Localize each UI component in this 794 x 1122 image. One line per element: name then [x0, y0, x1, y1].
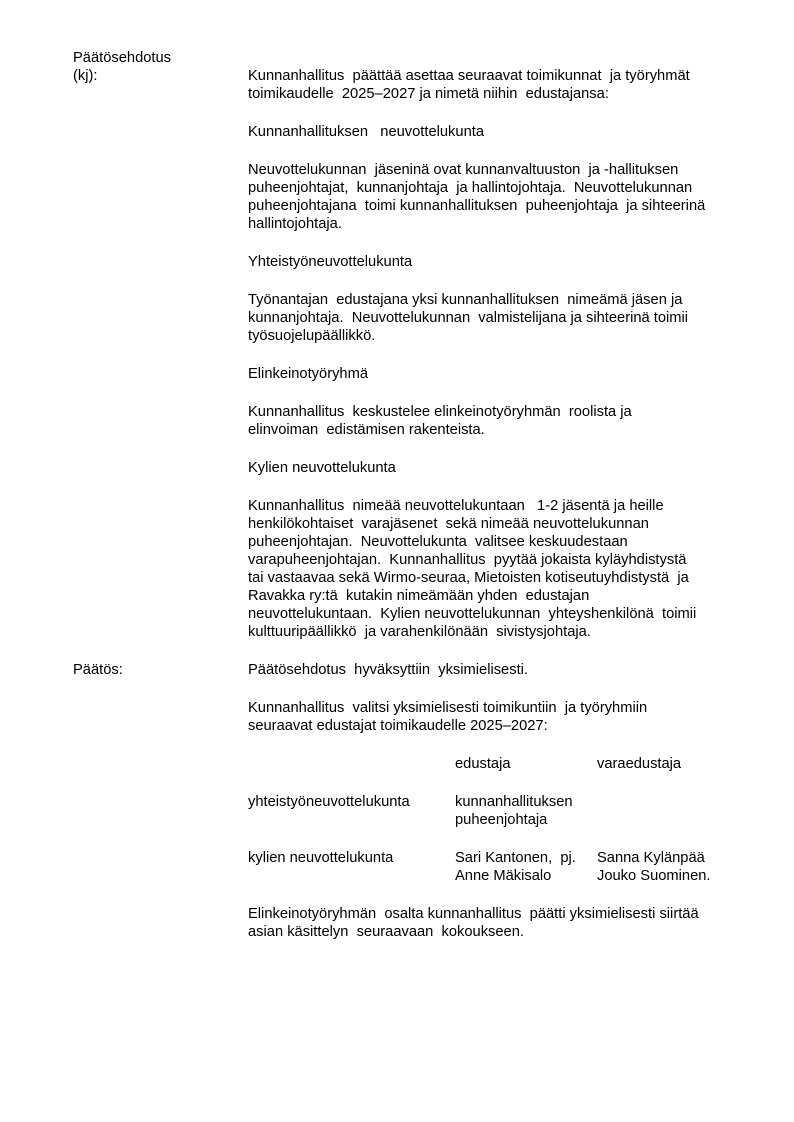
text-line: Kylien neuvottelukunta — [248, 460, 396, 476]
table-row-yhteistyoneuvottelukunta — [248, 793, 758, 829]
text-line: Kunnanhallitus valitsi yksimielisesti toimikuntiin ja työryhmiin — [248, 700, 648, 716]
paatosehdotus-body — [248, 67, 758, 661]
paragraph — [248, 365, 758, 383]
paragraph — [248, 459, 758, 477]
cell-edustaja — [455, 793, 597, 829]
text-line: Elinkeinotyöryhmän osalta kunnanhallitus päätti yksimielisesti siirtää — [248, 906, 699, 922]
text-line: Päätösehdotus hyväksyttiin yksimielisesti. — [248, 662, 528, 678]
text-line: Yhteistyöneuvottelukunta — [248, 254, 413, 270]
text-line: seuraavat edustajat toimikaudelle 2025–2027: — [248, 718, 548, 734]
paragraph — [248, 661, 758, 679]
cell-edustaja — [455, 849, 597, 885]
representatives-table — [248, 755, 758, 885]
text-line: elinvoiman edistämisen rakenteista. — [248, 422, 485, 438]
cell-varaedustaja — [597, 793, 758, 829]
label-column — [73, 661, 248, 679]
cell-varaedustaja — [597, 849, 758, 885]
text-line: Sanna Kylänpää — [597, 850, 705, 866]
text-line: asian käsittelyn seuraavaan kokoukseen. — [248, 924, 524, 940]
paragraph — [248, 161, 758, 233]
text-line: varapuheenjohtajan. Kunnanhallitus pyytää jokaista kyläyhdistystä — [248, 552, 687, 568]
label-kj: (kj): — [73, 68, 98, 84]
paatos-body — [248, 661, 758, 961]
text-line: kulttuuripäällikkö ja varahenkilönään sivistysjohtaja. — [248, 624, 591, 640]
text-line: Työnantajan edustajana yksi kunnanhallituksen nimeämä jäsen ja — [248, 292, 683, 308]
paragraph — [248, 291, 758, 345]
section-paatos — [73, 661, 758, 961]
paragraph — [248, 497, 758, 641]
paatos-paragraphs — [248, 661, 758, 735]
table-header-edustaja: edustaja — [455, 756, 511, 772]
label-paatosehdotus: Päätösehdotus — [73, 50, 171, 66]
text-line: kunnanhallituksen — [455, 794, 573, 810]
text-line: hallintojohtaja. — [248, 216, 342, 232]
text-line: Kunnanhallituksen neuvottelukunta — [248, 124, 484, 140]
text-line: tai vastaavaa sekä Wirmo-seuraa, Mietoisten kotiseutuyhdistystä ja — [248, 570, 689, 586]
closing-paragraph — [248, 905, 758, 941]
text-line: Neuvottelukunnan jäseninä ovat kunnanvaltuuston ja -hallituksen — [248, 162, 679, 178]
text-line: työsuojelupäällikkö. — [248, 328, 376, 344]
text-line: puheenjohtajan. Neuvottelukunta valitsee keskuudestaan — [248, 534, 628, 550]
paragraph — [248, 253, 758, 271]
cell-committee: yhteistyöneuvottelukunta — [248, 794, 410, 810]
text-line: puheenjohtaja — [455, 812, 548, 828]
text-line: Kunnanhallitus nimeää neuvottelukuntaan 1-2 jäsentä ja heille — [248, 498, 664, 514]
text-line: puheenjohtajana toimi kunnanhallituksen puheenjohtaja ja sihteerinä — [248, 198, 706, 214]
text-line: kunnanjohtaja. Neuvottelukunnan valmistelijana ja sihteerinä toimii — [248, 310, 689, 326]
table-header-row — [248, 755, 758, 773]
text-line: Ravakka ry:tä kutakin nimeämään yhden edustajan — [248, 588, 590, 604]
text-line: henkilökohtaiset varajäsenet sekä nimeää neuvottelukunnan — [248, 516, 649, 532]
table-row-kylien-neuvottelukunta — [248, 849, 758, 885]
text-line: puheenjohtajat, kunnanjohtaja ja hallintojohtaja. Neuvottelukunnan — [248, 180, 693, 196]
paragraph — [248, 123, 758, 141]
section-paatosehdotus — [73, 49, 758, 661]
paragraph — [248, 699, 758, 735]
text-line: Jouko Suominen. — [597, 868, 711, 884]
text-line: Kunnanhallitus keskustelee elinkeinotyöryhmän roolista ja — [248, 404, 632, 420]
text-line: Sari Kantonen, pj. — [455, 850, 576, 866]
label-column — [73, 49, 248, 85]
text-line: neuvottelukuntaan. Kylien neuvottelukunnan yhteyshenkilönä toimii — [248, 606, 697, 622]
label-paatos: Päätös: — [73, 662, 123, 678]
table-header-varaedustaja: varaedustaja — [597, 756, 682, 772]
text-line: Kunnanhallitus päättää asettaa seuraavat toimikunnat ja työryhmät — [248, 68, 690, 84]
paragraph — [248, 403, 758, 439]
paragraph — [248, 67, 758, 103]
text-line: Anne Mäkisalo — [455, 868, 552, 884]
header-cell-empty — [248, 755, 455, 773]
text-line: Elinkeinotyöryhmä — [248, 366, 369, 382]
cell-committee: kylien neuvottelukunta — [248, 850, 394, 866]
text-line: toimikaudelle 2025–2027 ja nimetä niihin edustajansa: — [248, 86, 609, 102]
